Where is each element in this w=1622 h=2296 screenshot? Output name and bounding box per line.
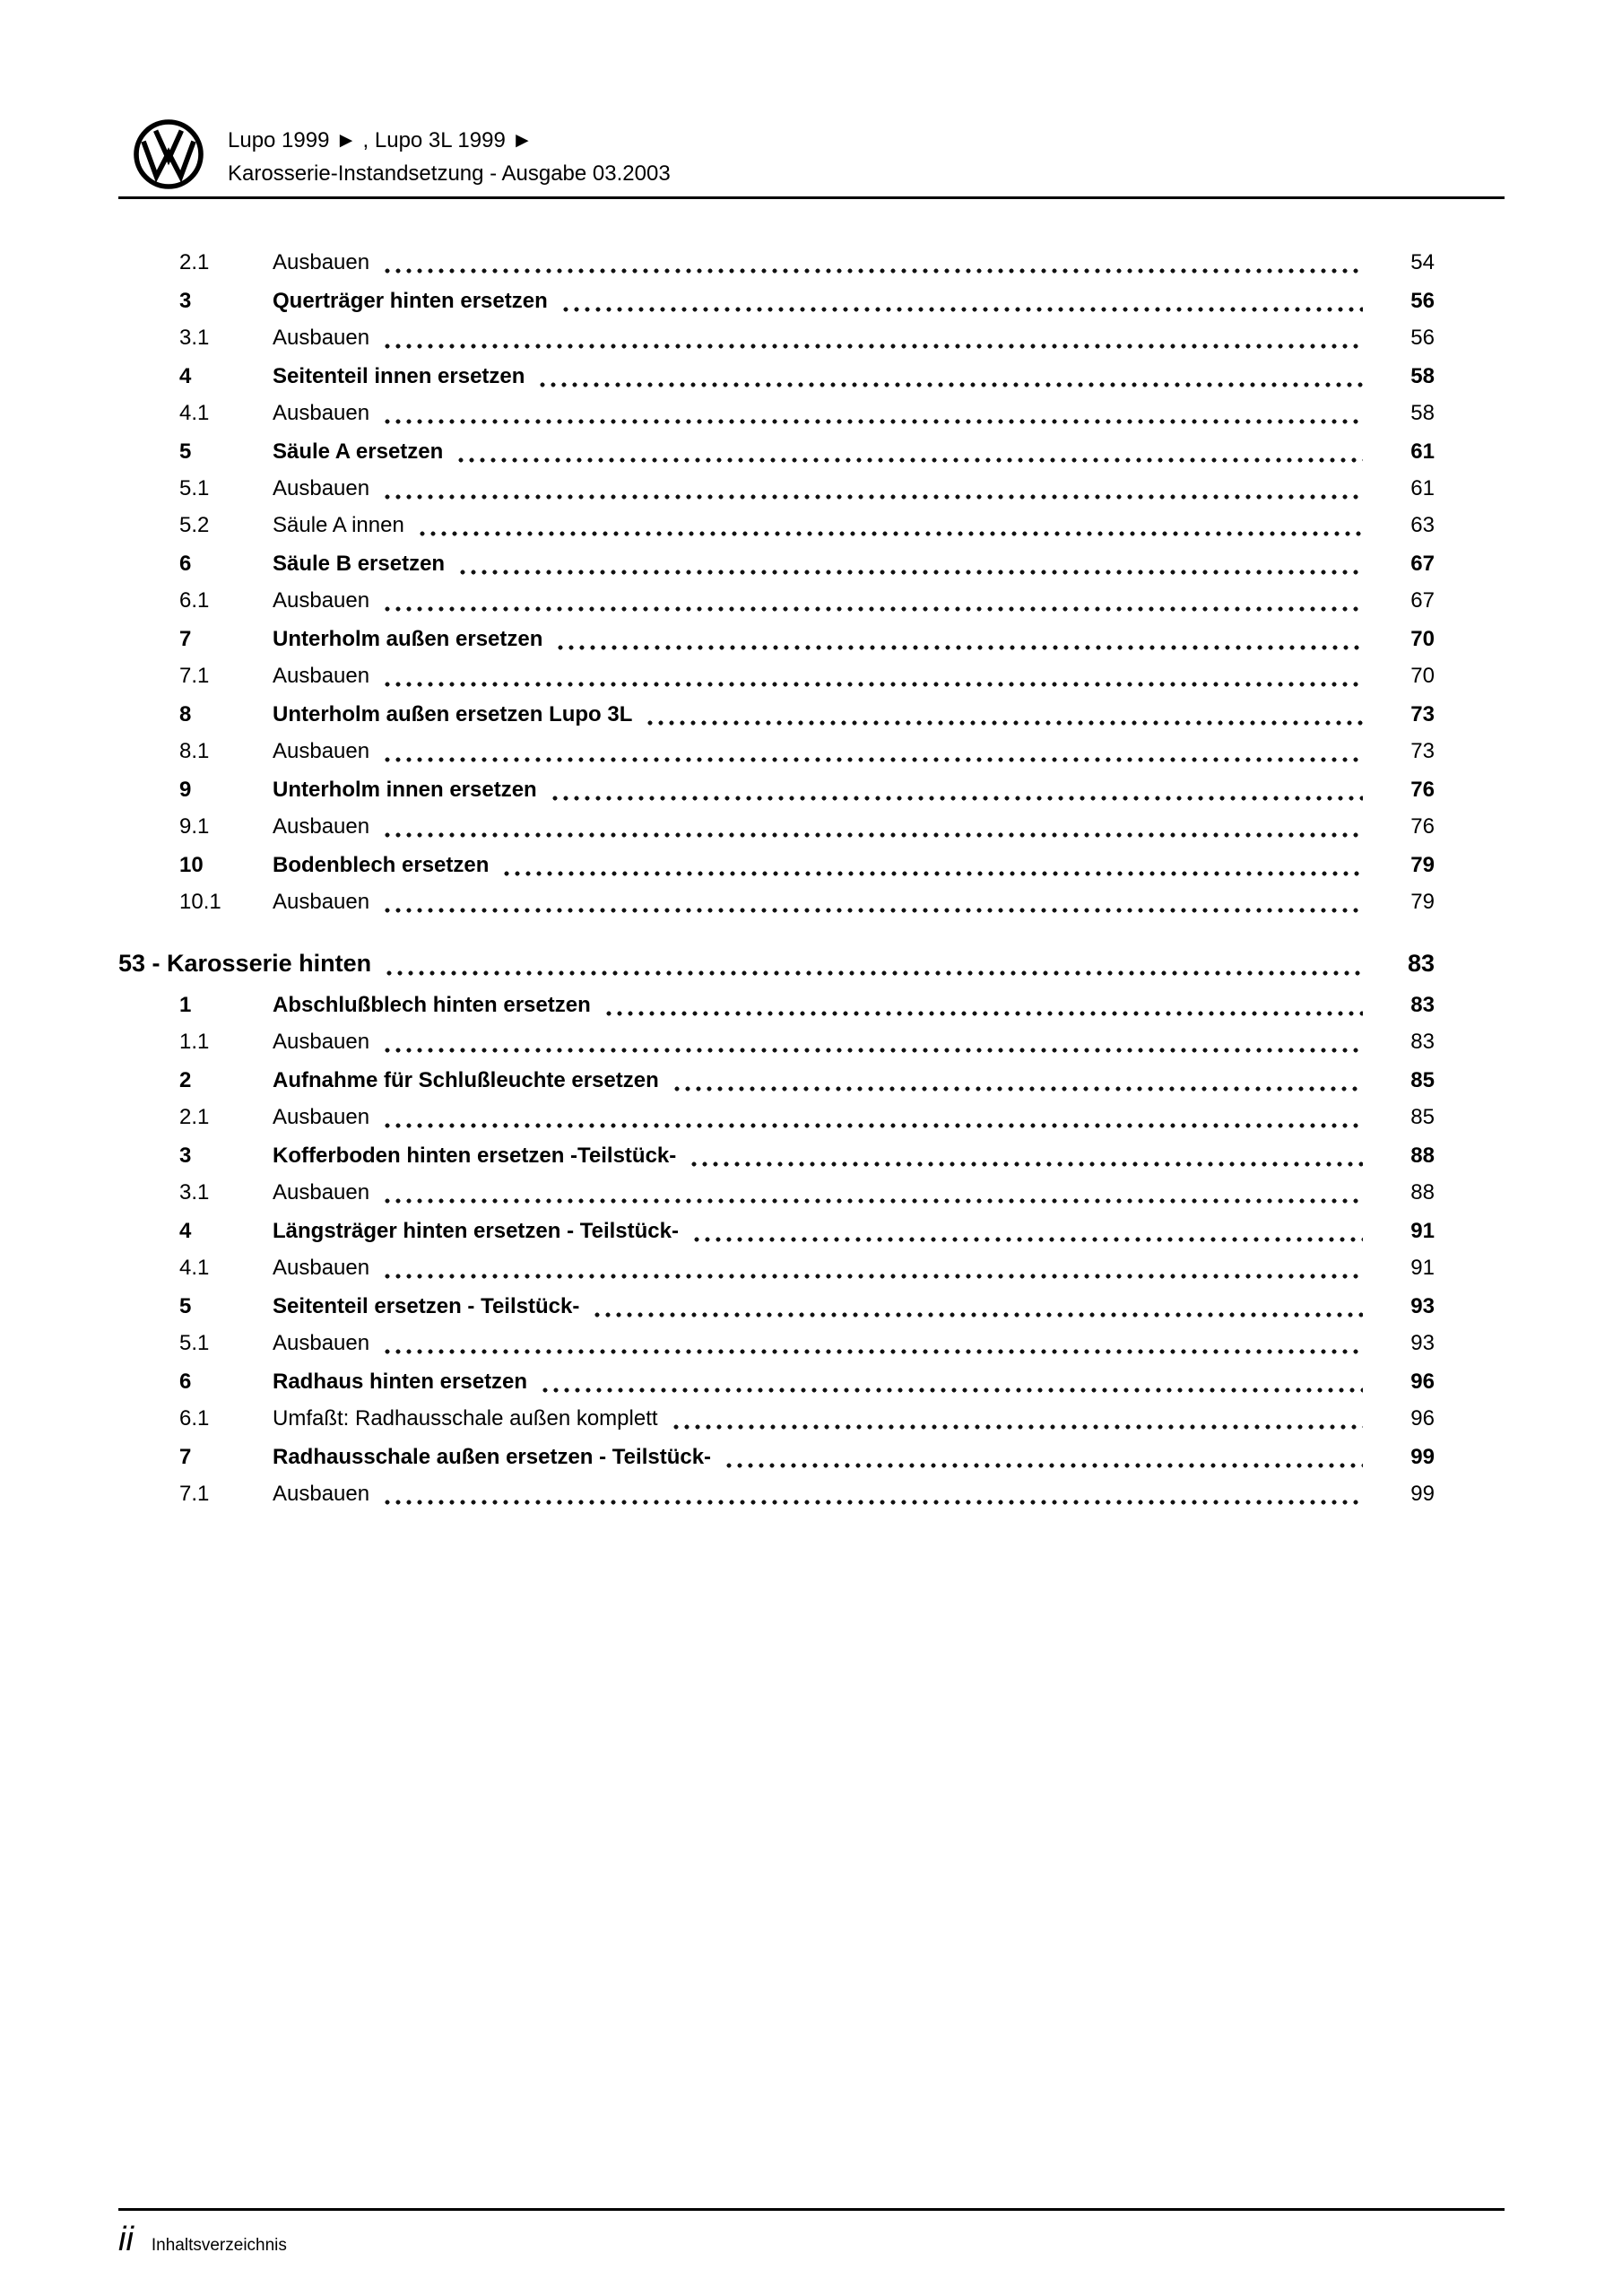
toc-entry-title: Abschlußblech hinten ersetzen [273, 993, 591, 1017]
toc-entry-title: Radhaus hinten ersetzen [273, 1370, 528, 1394]
toc-entry-title: Säule B ersetzen [273, 552, 446, 576]
toc-entry-page: 91 [1410, 1219, 1435, 1243]
dot-leader [550, 771, 1363, 808]
dot-leader [382, 1475, 1363, 1512]
toc-entry-number: 5.1 [179, 476, 210, 500]
toc-entry-page: 88 [1410, 1180, 1435, 1205]
toc-entry-row [118, 1325, 1435, 1361]
dot-leader [691, 1213, 1363, 1249]
dot-leader [382, 1325, 1363, 1361]
toc-entry-number: 2.1 [179, 1105, 210, 1129]
toc-entry-title: Ausbauen [273, 250, 370, 274]
toc-entry-page: 88 [1410, 1144, 1435, 1168]
dot-leader [382, 1174, 1363, 1211]
toc-entry-title: Aufnahme für Schlußleuchte ersetzen [273, 1068, 659, 1092]
toc-entry-row [118, 1174, 1435, 1211]
toc-entry-title: Ausbauen [273, 1331, 370, 1355]
toc-entry-number: 5 [179, 439, 192, 464]
dot-leader [382, 470, 1363, 507]
toc-entry-page: 61 [1410, 439, 1435, 464]
toc-entry-number: 6 [179, 552, 192, 576]
toc-entry-number: 8 [179, 702, 192, 726]
dot-leader [592, 1288, 1363, 1325]
toc-entry-number: 5 [179, 1294, 192, 1318]
dot-leader [382, 733, 1363, 770]
toc-entry-number: 3.1 [179, 1180, 210, 1205]
toc-entry-number: 7.1 [179, 1482, 210, 1506]
toc-entry-row [118, 507, 1435, 544]
toc-entry-number: 7.1 [179, 664, 210, 688]
toc-entry-row [118, 987, 1435, 1023]
toc-entry-title: Unterholm außen ersetzen Lupo 3L [273, 702, 633, 726]
dot-leader [537, 358, 1363, 395]
toc-entry-row [118, 696, 1435, 733]
dot-leader [382, 657, 1363, 694]
toc-entry-page: 79 [1410, 853, 1435, 877]
toc-entry-row [118, 1400, 1435, 1437]
dot-leader [382, 395, 1363, 431]
toc-entry-number: 9.1 [179, 814, 210, 839]
toc-entry-number: 1.1 [179, 1030, 210, 1054]
dot-leader [501, 847, 1363, 883]
toc-entry-title: Ausbauen [273, 739, 370, 763]
header-title-line: Karosserie-Instandsetzung - Ausgabe 03.2003 [228, 161, 671, 186]
toc-entry-number: 3 [179, 289, 192, 313]
document-header [228, 124, 671, 190]
toc-entry-number: 4.1 [179, 1256, 210, 1280]
toc-entry-row [118, 883, 1435, 920]
toc-entry-title: Querträger hinten ersetzen [273, 289, 548, 313]
toc-entry-page: 58 [1410, 401, 1435, 425]
toc-entry-page: 83 [1410, 1030, 1435, 1054]
toc-entry-title: Kofferboden hinten ersetzen -Teilstück- [273, 1144, 677, 1168]
toc-entry-title: Säule A innen [273, 513, 404, 537]
toc-entry-title: Ausbauen [273, 401, 370, 425]
toc-entry-number: 9 [179, 778, 192, 802]
toc-entry-row [118, 283, 1435, 319]
footer-section-label: Inhaltsverzeichnis [151, 2236, 287, 2255]
toc-list [118, 244, 1435, 1512]
toc-entry-page: 73 [1410, 702, 1435, 726]
toc-entry-title: Ausbauen [273, 1105, 370, 1129]
toc-entry-title: Ausbauen [273, 1180, 370, 1205]
vw-logo [133, 118, 204, 190]
toc-entry-number: 7 [179, 627, 192, 651]
toc-entry-row [118, 1363, 1435, 1400]
toc-entry-number: 6.1 [179, 588, 210, 613]
toc-entry-page: 76 [1410, 778, 1435, 802]
toc-entry-row [118, 358, 1435, 395]
toc-entry-row [118, 545, 1435, 582]
dot-leader [689, 1137, 1363, 1174]
toc-entry-row [118, 433, 1435, 470]
toc-entry-title: Ausbauen [273, 814, 370, 839]
dot-leader [382, 582, 1363, 619]
dot-leader [603, 987, 1363, 1023]
toc-entry-row [118, 470, 1435, 507]
toc-entry-number: 4 [179, 364, 192, 388]
dot-leader [540, 1363, 1363, 1400]
toc-entry-page: 67 [1410, 588, 1435, 613]
dot-leader [560, 283, 1363, 319]
toc-entry-title: Ausbauen [273, 1030, 370, 1054]
toc-entry-page: 83 [1410, 993, 1435, 1017]
dot-leader [382, 319, 1363, 356]
toc-entry-page: 70 [1410, 627, 1435, 651]
dot-leader [382, 1099, 1363, 1135]
toc-entry-number: 6.1 [179, 1406, 210, 1431]
toc-entry-title: Unterholm außen ersetzen [273, 627, 543, 651]
toc-entry-number: 2 [179, 1068, 192, 1092]
toc-entry-row [118, 1439, 1435, 1475]
toc-entry-page: 93 [1410, 1331, 1435, 1355]
toc-entry-row [118, 395, 1435, 431]
toc-entry-page: 91 [1410, 1256, 1435, 1280]
toc-entry-page: 73 [1410, 739, 1435, 763]
toc-entry-title: Seitenteil ersetzen - Teilstück- [273, 1294, 580, 1318]
toc-entry-page: 56 [1410, 326, 1435, 350]
toc-entry-number: 5.1 [179, 1331, 210, 1355]
page-number-folio: ii [118, 2221, 134, 2258]
toc-entry-row [118, 1062, 1435, 1099]
toc-entry-title: Ausbauen [273, 1482, 370, 1506]
toc-entry-title: Ausbauen [273, 326, 370, 350]
dot-leader [382, 808, 1363, 845]
dot-leader [671, 1400, 1363, 1437]
toc-entry-number: 3.1 [179, 326, 210, 350]
toc-entry-title: Radhausschale außen ersetzen - Teilstück- [273, 1445, 712, 1469]
toc-chapter-row [118, 944, 1435, 983]
toc-entry-number: 10 [179, 853, 204, 877]
toc-entry-row [118, 319, 1435, 356]
dot-leader [455, 433, 1363, 470]
toc-entry-row [118, 1288, 1435, 1325]
toc-entry-number: 4 [179, 1219, 192, 1243]
dot-leader [555, 621, 1363, 657]
toc-entry-page: 96 [1410, 1370, 1435, 1394]
toc-entry-page: 70 [1410, 664, 1435, 688]
toc-entry-row [118, 657, 1435, 694]
toc-entry-number: 3 [179, 1144, 192, 1168]
toc-entry-page: 54 [1410, 250, 1435, 274]
dot-leader [382, 1249, 1363, 1286]
toc-entry-row [118, 1023, 1435, 1060]
toc-entry-page: 79 [1410, 890, 1435, 914]
toc-entry-row [118, 1475, 1435, 1512]
toc-entry-page: 58 [1410, 364, 1435, 388]
page-footer [118, 2222, 287, 2257]
toc-entry-number: 7 [179, 1445, 192, 1469]
toc-entry-number: 6 [179, 1370, 192, 1394]
toc-entry-row [118, 1213, 1435, 1249]
toc-entry-row [118, 733, 1435, 770]
footer-divider [118, 2208, 1505, 2211]
dot-leader [457, 545, 1363, 582]
toc-entry-row [118, 808, 1435, 845]
dot-leader [724, 1439, 1363, 1475]
toc-entry-page: 85 [1410, 1105, 1435, 1129]
dot-leader [645, 696, 1363, 733]
toc-entry-number: 5.2 [179, 513, 210, 537]
toc-entry-page: 99 [1410, 1445, 1435, 1469]
toc-entry-number: 1 [179, 993, 192, 1017]
dot-leader [382, 244, 1363, 281]
toc-entry-title: Umfaßt: Radhausschale außen komplett [273, 1406, 658, 1431]
toc-entry-page: 93 [1410, 1294, 1435, 1318]
toc-entry-page: 76 [1410, 814, 1435, 839]
dot-leader [382, 883, 1363, 920]
toc-entry-row [118, 1137, 1435, 1174]
header-divider [118, 196, 1505, 199]
toc-entry-page: 61 [1410, 476, 1435, 500]
toc-entry-title: Ausbauen [273, 476, 370, 500]
dot-leader [417, 507, 1363, 544]
toc-entry-title: Ausbauen [273, 1256, 370, 1280]
toc-entry-number: 2.1 [179, 250, 210, 274]
toc-entry-title: Seitenteil innen ersetzen [273, 364, 525, 388]
toc-entry-row [118, 771, 1435, 808]
toc-entry-page: 99 [1410, 1482, 1435, 1506]
toc-entry-row [118, 1249, 1435, 1286]
toc-entry-page: 83 [1407, 950, 1435, 977]
toc-entry-title: Bodenblech ersetzen [273, 853, 490, 877]
toc-chapter-title: 53 - Karosserie hinten [118, 950, 372, 977]
header-model-line: Lupo 1999 ► , Lupo 3L 1999 ► [228, 128, 533, 152]
toc-entry-title: Unterholm innen ersetzen [273, 778, 537, 802]
toc-entry-row [118, 244, 1435, 281]
toc-entry-title: Ausbauen [273, 588, 370, 613]
toc-entry-page: 67 [1410, 552, 1435, 576]
toc-entry-page: 96 [1410, 1406, 1435, 1431]
toc-entry-row [118, 621, 1435, 657]
toc-entry-row [118, 847, 1435, 883]
toc-entry-row [118, 1099, 1435, 1135]
toc-entry-row [118, 582, 1435, 619]
toc-entry-page: 85 [1410, 1068, 1435, 1092]
dot-leader [672, 1062, 1363, 1099]
toc-entry-number: 10.1 [179, 890, 221, 914]
toc-entry-page: 63 [1410, 513, 1435, 537]
toc-entry-number: 4.1 [179, 401, 210, 425]
toc-entry-number: 8.1 [179, 739, 210, 763]
toc-entry-title: Säule A ersetzen [273, 439, 444, 464]
toc-entry-title: Längsträger hinten ersetzen - Teilstück- [273, 1219, 679, 1243]
dot-leader [384, 944, 1363, 983]
toc-entry-page: 56 [1410, 289, 1435, 313]
toc-entry-title: Ausbauen [273, 664, 370, 688]
dot-leader [382, 1023, 1363, 1060]
toc-entry-title: Ausbauen [273, 890, 370, 914]
